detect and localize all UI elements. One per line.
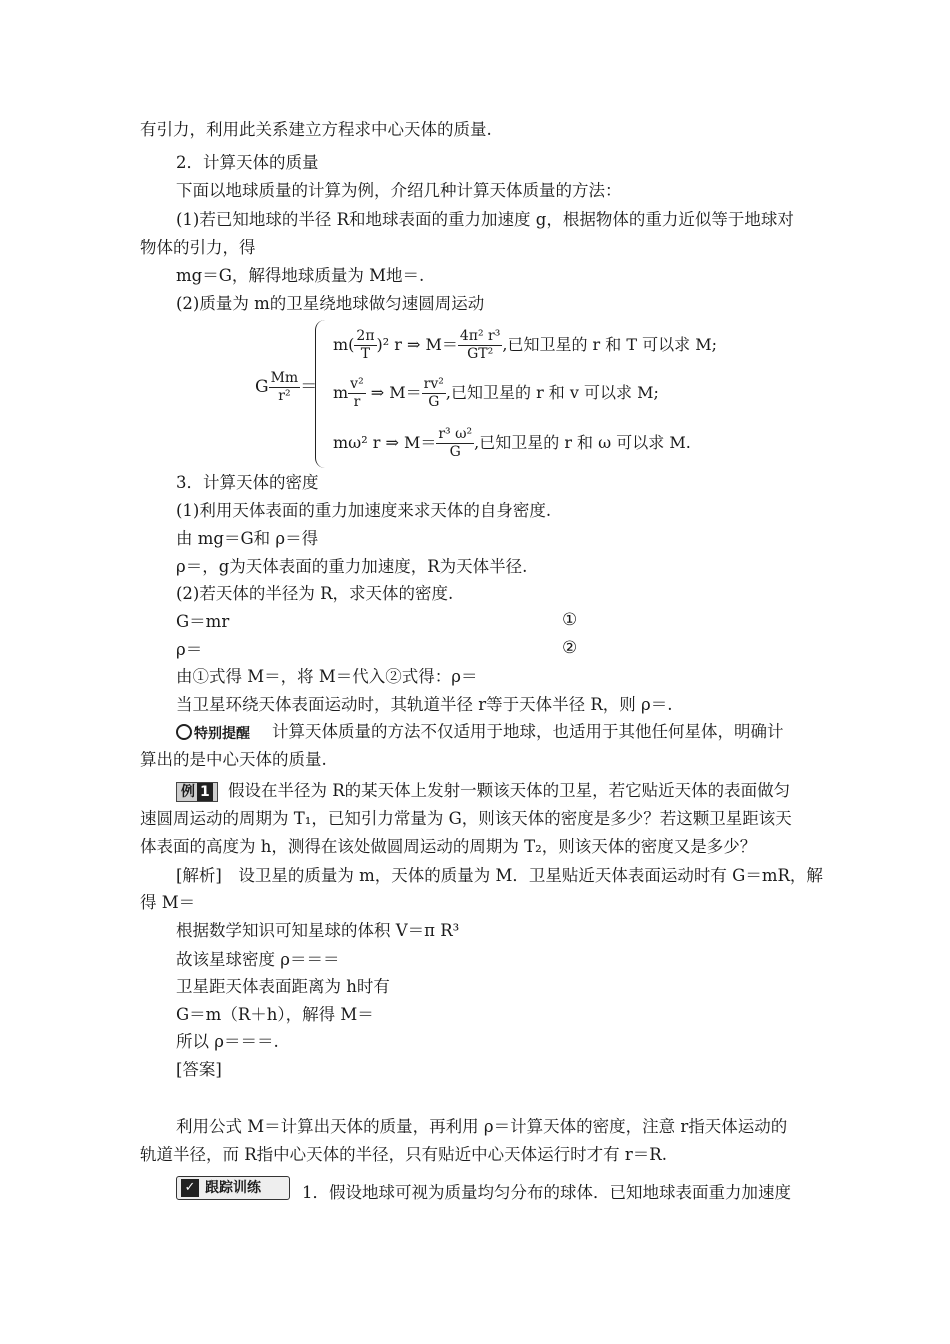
row-text: )² r ⇒ M＝ [376,335,458,354]
section-heading: 2．计算天体的质量 [176,153,319,172]
formula-row-velocity [333,376,659,411]
row-text: m [333,383,349,402]
fraction-numerator: 4π² r³ [459,328,501,344]
equation-2: ρ＝ [176,640,203,659]
text-line: 由 mg＝G和 ρ＝得 [176,529,319,548]
formula-lhs [255,370,317,405]
row-text: ⇒ M＝ [365,383,422,402]
row-text: ,已知卫星的 r 和 ω 可以求 M. [474,433,691,452]
special-note-label: 特别提醒 [194,726,250,742]
example-number: 1 [197,783,213,801]
solution-line: 故该星球密度 ρ＝＝＝ [176,950,340,969]
fraction-numerator: r³ ω² [438,426,473,442]
text-line: mg＝G，解得地球质量为 M地＝. [176,266,425,285]
fraction-numerator: 2π [356,328,375,344]
special-note-text: 算出的是中心天体的质量. [140,750,327,769]
fraction-denominator: r² [278,388,291,404]
summary-text: 轨道半径，而 R指中心天体的半径，只有贴近中心天体运行时才有 r＝R. [140,1145,667,1164]
solution-line: 根据数学知识可知星球的体积 V＝π R³ [176,921,460,940]
row-text: mω² r ⇒ M＝ [333,433,437,452]
left-brace [315,320,328,468]
solution-line: 得 M＝ [140,893,196,912]
row-fraction [354,328,376,363]
text-line: 当卫星环绕天体表面运动时，其轨道半径 r等于天体半径 R，则 ρ＝. [176,695,673,714]
follow-up-training-badge [176,1176,290,1200]
row-text: ,已知卫星的 r 和 T 可以求 M; [502,335,717,354]
row-fraction [436,426,474,461]
text-line: (1)利用天体表面的重力加速度来求天体的自身密度. [176,501,552,520]
row-text: m( [333,335,355,354]
formula-g: G [255,377,269,397]
fraction-denominator: G [428,394,440,410]
equation-marker-2: ② [562,638,578,658]
fraction-numerator: rv² [423,376,444,392]
answer-label: [答案] [176,1060,222,1079]
row-text: ,已知卫星的 r 和 v 可以求 M; [445,383,659,402]
checkmark-icon: ✓ [181,1179,199,1197]
example-text: 假设在半径为 R的某天体上发射一颗该天体的卫星，若它贴近天体的表面做匀 [228,781,791,800]
text-line: (2)质量为 m的卫星绕地球做匀速圆周运动 [176,294,485,313]
text-line: (1)若已知地球的半径 R和地球表面的重力加速度 g，根据物体的重力近似等于地球对 [176,210,794,229]
solution-line: [解析] 设卫星的质量为 m，天体的质量为 M．卫星贴近天体表面运动时有 G＝mR，解 [176,866,823,885]
example-text: 体表面的高度为 h，测得在该处做圆周运动的周期为 T₂，则该天体的密度又是多少？ [140,837,757,856]
row-fraction [458,328,502,363]
note-circle-icon [176,724,192,740]
solution-line: G＝m（R＋h），解得 M＝ [176,1005,374,1024]
solution-line: 所以 ρ＝＝＝. [176,1032,279,1051]
fraction-denominator: G [449,444,461,460]
section-heading: 3．计算天体的密度 [176,473,319,492]
special-note-badge [176,723,250,743]
example-text: 速圆周运动的周期为 T₁，已知引力常量为 G，则该天体的密度是多少？若这颗卫星距该天 [140,809,792,828]
text-line: 有引力，利用此关系建立方程求中心天体的质量. [140,120,492,139]
row-fraction [422,376,446,411]
example-badge [176,782,218,802]
fraction-numerator: Mm [270,370,299,386]
equation-marker-1: ① [562,610,578,630]
gravity-formula-block [255,318,775,470]
formula-equals: ＝ [300,377,318,397]
formula-lhs-fraction [269,370,301,405]
follow-up-training-label: 跟踪训练 [205,1180,261,1196]
text-line: 物体的引力，得 [140,238,256,257]
solution-line: 卫星距天体表面距离为 h时有 [176,977,390,996]
text-line: ρ＝，g为天体表面的重力加速度，R为天体半径. [176,557,528,576]
exercise-text: 1．假设地球可视为质量均匀分布的球体．已知地球表面重力加速度 [302,1183,791,1202]
example-label: 例 [181,784,195,800]
fraction-denominator: r [353,394,361,410]
fraction-denominator: GT² [467,346,494,362]
fraction-numerator: v² [350,376,364,392]
equation-1: G＝mr [176,612,230,631]
text-line: (2)若天体的半径为 R，求天体的密度. [176,584,454,603]
special-note-text: 计算天体质量的方法不仅适用于地球，也适用于其他任何星体，明确计 [272,722,784,741]
text-line: 下面以地球质量的计算为例，介绍几种计算天体质量的方法： [176,181,622,200]
fraction-denominator: T [360,346,371,362]
summary-text: 利用公式 M＝计算出天体的质量，再利用 ρ＝计算天体的密度，注意 r指天体运动的 [176,1117,788,1136]
row-fraction [348,376,366,411]
formula-row-period [333,328,717,363]
text-line: 由①式得 M＝，将 M＝代入②式得：ρ＝ [176,667,478,686]
formula-row-angular [333,426,691,461]
